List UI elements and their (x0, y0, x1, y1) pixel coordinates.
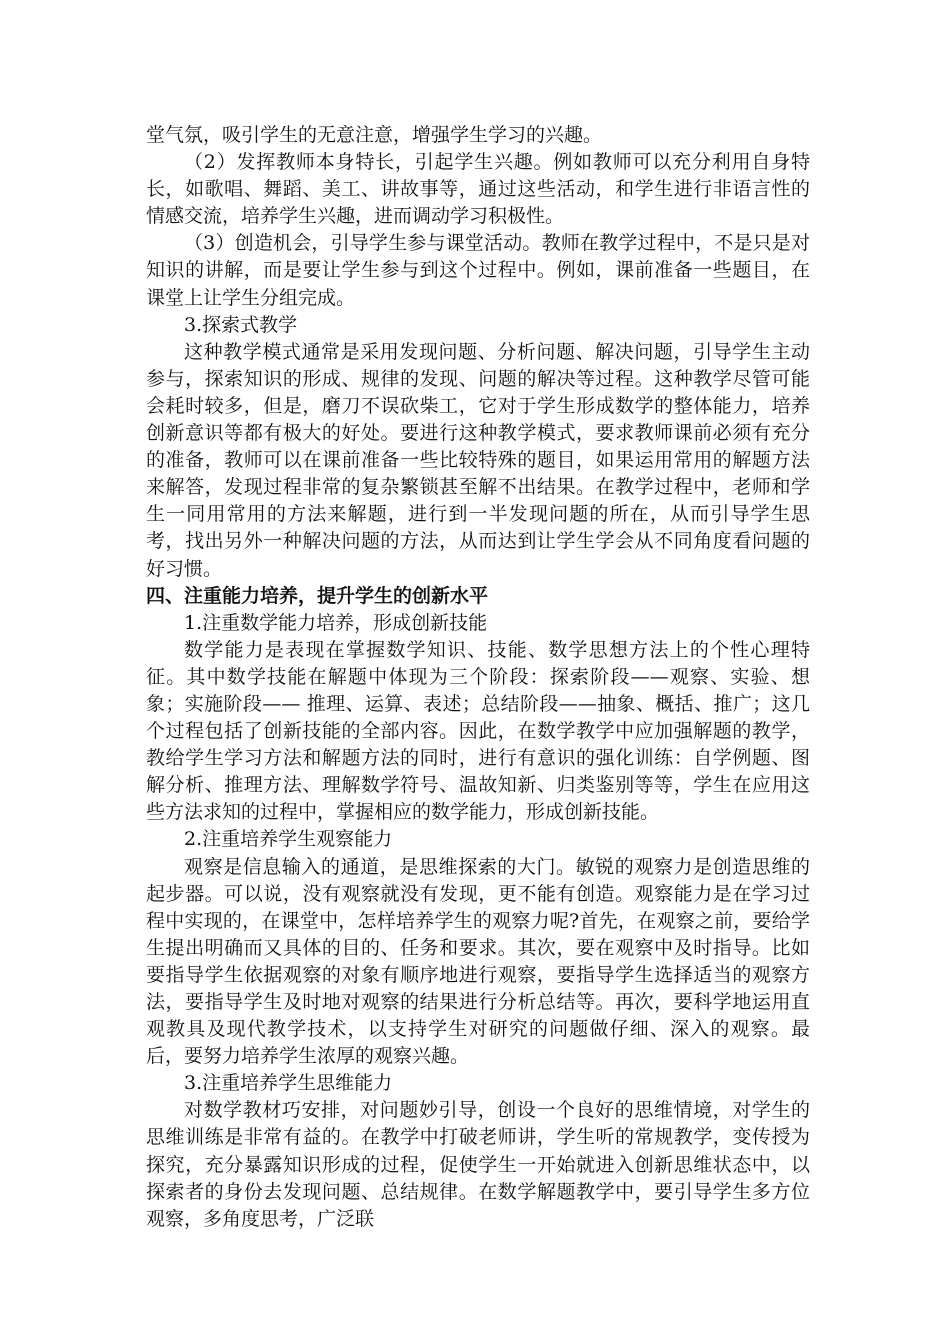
paragraph: 这种教学模式通常是采用发现问题、分析问题、解决问题，引导学生主动参与，探索知识的形成、规律的发现、问题的解决等过程。这种教学尽管可能会耗时较多，但是，磨刀不误砍柴工，它对于学生形成数学的整体能力，培养创新意识等都有极大的好处。要进行这种教学模式，要求教师课前必须有充分的准备，教师可以在课前准备一些比较特殊的题目，如果运用常用的解题方法来解答，发现过程非常的复杂繁锁甚至解不出结果。在教学过程中，老师和学生一同用常用的方法来解题，进行到一半发现问题的所在，从而引导学生思考，找出另外一种解决问题的方法，从而达到让学生学会从不同角度看问题的好习惯。 (146, 340, 810, 580)
paragraph: （2）发挥教师本身特长，引起学生兴趣。例如教师可以充分利用自身特长，如歌唱、舞蹈、美工、讲故事等，通过这些活动，和学生进行非语言性的情感交流，培养学生兴趣，进而调动学习积极性。 (146, 151, 810, 228)
paragraph: 观察是信息输入的通道，是思维探索的大门。敏锐的观察力是创造思维的起步器。可以说，没有观察就没有发现，更不能有创造。观察能力是在学习过程中实现的，在课堂中，怎样培养学生的观察力呢?首先，在观察之前，要给学生提出明确而又具体的目的、任务和要求。其次，要在观察中及时指导。比如要指导学生依据观察的对象有顺序地进行观察，要指导学生选择适当的观察方法，要指导学生及时地对观察的结果进行分析总结等。再次，要科学地运用直观教具及现代教学技术，以支持学生对研究的问题做仔细、深入的观察。最后，要努力培养学生浓厚的观察兴趣。 (146, 855, 810, 1068)
subheading: 2.注重培养学生观察能力 (184, 828, 393, 851)
paragraph: 数学能力是表现在掌握数学知识、技能、数学思想方法上的个性心理特征。其中数学技能在解题中体现为三个阶段：探索阶段——观察、实验、想象；实施阶段—— 推理、运算、表述；总结阶段——抽象、概括、推广；这几个过程包括了创新技能的全部内容。因此，在数学教学中应加强解题的教学，教给学生学习方法和解题方法的同时，进行有意识的强化训练：自学例题、图解分析、推理方法、理解数学符号、温故知新、归类鉴别等等，学生在应用这些方法求知的过程中，掌握相应的数学能力，形成创新技能。 (146, 638, 810, 824)
document-body (146, 122, 810, 1233)
subheading: 3.探索式教学 (184, 313, 298, 336)
section-heading: 四、注重能力培养，提升学生的创新水平 (146, 584, 489, 607)
paragraph: （3）创造机会，引导学生参与课堂活动。教师在教学过程中，不是只是对知识的讲解，而是要让学生参与到这个过程中。例如，课前准备一些题目，在课堂上让学生分组完成。 (146, 232, 810, 309)
subheading: 1.注重数学能力培养，形成创新技能 (184, 611, 488, 634)
paragraph: 对数学教材巧安排，对问题妙引导，创设一个良好的思维情境，对学生的思维训练是非常有益的。在教学中打破老师讲，学生听的常规教学，变传授为探究，充分暴露知识形成的过程，促使学生一开始就进入创新思维状态中，以探索者的身份去发现问题、总结规律。在数学解题教学中，要引导学生多方位观察，多角度思考，广泛联 (146, 1099, 810, 1230)
subheading: 3.注重培养学生思维能力 (184, 1072, 393, 1095)
paragraph: 堂气氛，吸引学生的无意注意，增强学生学习的兴趣。 (146, 124, 603, 146)
